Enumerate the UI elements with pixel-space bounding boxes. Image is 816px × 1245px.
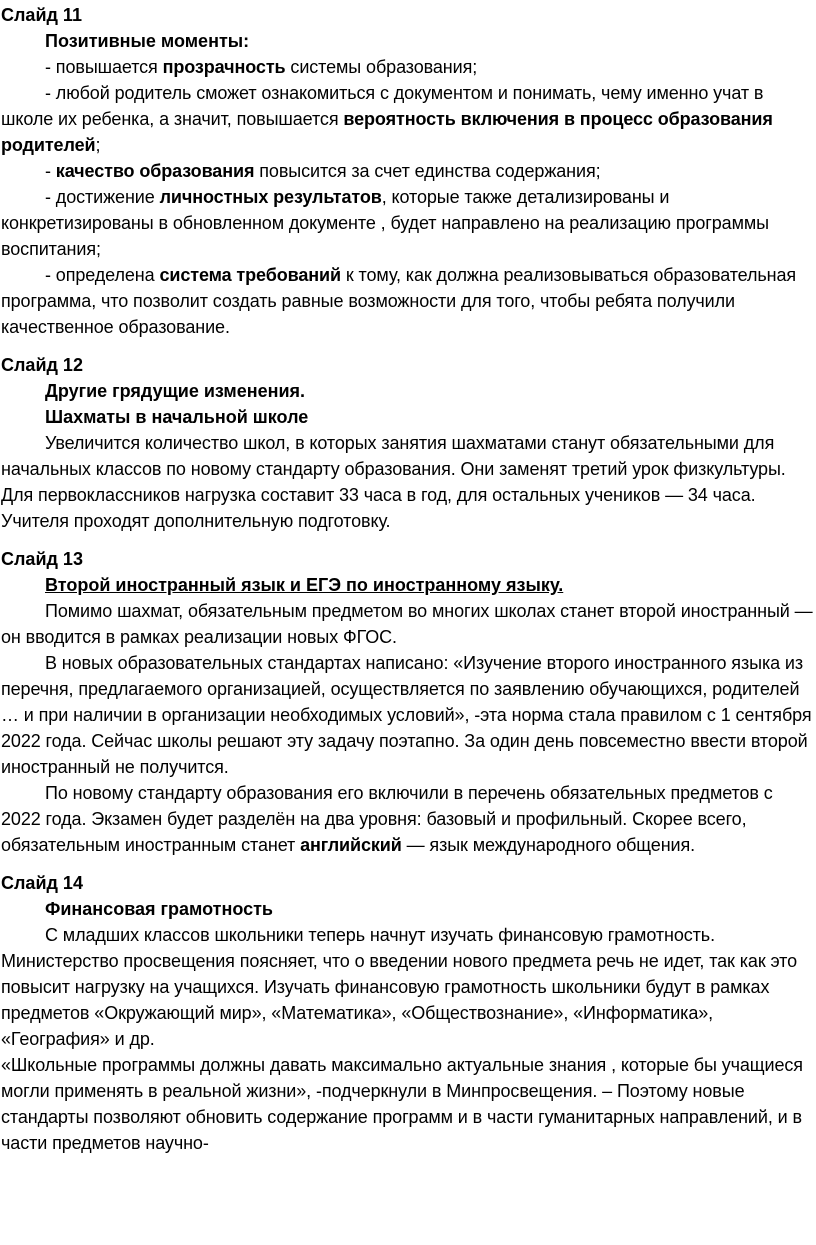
- spacer: [0, 858, 816, 870]
- slide-13-section: [0, 546, 816, 858]
- paragraph: - повышается прозрачность системы образования;: [45, 57, 478, 77]
- section-heading: Финансовая грамотность: [45, 899, 273, 919]
- section-heading: Второй иностранный язык и ЕГЭ по иностранному языку.: [45, 575, 564, 595]
- slide-title: Слайд 13: [1, 549, 83, 569]
- paragraph: В новых образовательных стандартах написано: «Изучение второго иностранного языка из перечня, предлагаемого организацией, осуществляется по заявлению обучающихся, родителей … и при наличии в организации необходимых условий», -эта норма стала правилом с 1 сентября 2022 года. Сейчас школы решают эту задачу поэтапно. За один день повсеместно ввести второй иностранный не получится.: [1, 653, 812, 777]
- paragraph: Помимо шахмат, обязательным предметом во многих школах станет второй иностранный — он вводится в рамках реализации новых ФГОС.: [1, 601, 813, 647]
- paragraph: - любой родитель сможет ознакомиться с документом и понимать, чему именно учат в школе их ребенка, а значит, повышается вероятность включения в процесс образования родителей;: [1, 83, 773, 155]
- slide-14-section: [0, 870, 816, 1156]
- paragraph: С младших классов школьники теперь начнут изучать финансовую грамотность. Министерство просвещения поясняет, что о введении нового предмета речь не идет, так как это повысит нагрузку на учащихся. Изучать финансовую грамотность школьники будут в рамках предметов «Окружающий мир», «Математика», «Обществознание», «Информатика», «География» и др.: [1, 925, 798, 1049]
- slide-12-section: [0, 352, 816, 534]
- spacer: [0, 340, 816, 352]
- paragraph: «Школьные программы должны давать максимально актуальные знания , которые бы учащиеся могли применять в реальной жизни», -подчеркнули в Минпросвещения. – Поэтому новые стандарты позволяют обновить содержание программ и в части гуманитарных направлений, и в части предметов научно-: [1, 1055, 803, 1153]
- section-subheading: Шахматы в начальной школе: [45, 407, 309, 427]
- section-heading: Другие грядущие изменения.: [45, 381, 306, 401]
- paragraph: По новому стандарту образования его включили в перечень обязательных предметов с 2022 года. Экзамен будет разделён на два уровня: базовый и профильный. Скорее всего, обязательным иностранным станет английский — язык международного общения.: [1, 783, 773, 855]
- paragraph: Увеличится количество школ, в которых занятия шахматами станут обязательными для начальных классов по новому стандарту образования. Они заменят третий урок физкультуры. Для первоклассников нагрузка составит 33 часа в год, для остальных учеников — 34 часа. Учителя проходят дополнительную подготовку.: [1, 433, 786, 531]
- paragraph: - достижение личностных результатов, которые также детализированы и конкретизированы в обновленном документе , будет направлено на реализацию программы воспитания;: [1, 187, 769, 259]
- paragraph: - определена система требований к тому, как должна реализовываться образовательная программа, что позволит создать равные возможности для того, чтобы ребята получили качественное образование.: [1, 265, 797, 337]
- paragraph: - качество образования повысится за счет единства содержания;: [45, 161, 601, 181]
- slide-title: Слайд 12: [1, 355, 83, 375]
- spacer: [0, 534, 816, 546]
- slide-11-section: [0, 2, 816, 340]
- section-heading: Позитивные моменты:: [45, 31, 250, 51]
- slide-title: Слайд 14: [1, 873, 83, 893]
- slide-title: Слайд 11: [1, 5, 82, 25]
